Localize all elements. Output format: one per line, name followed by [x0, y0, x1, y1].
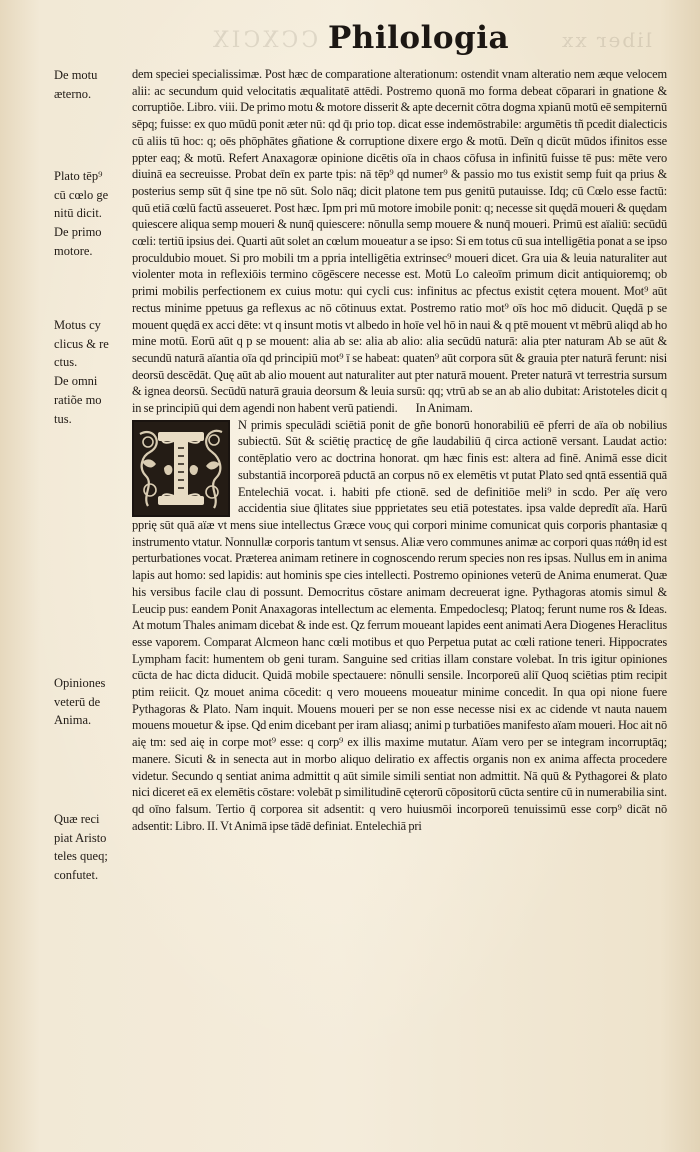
text-section-in-animam: N primis speculādi sciētiā ponit de gñe bonorū honorabiliū eē pferri de aïa ob nobilius subiectū. Sūt & sciētię practicę de gñe laudabiliū q̄ circa actionē versant. Laudat actio: contēplatio vero ac doctrina honorat. qm hæc finis est: altera ad finē. Animā esse dicit substantiā incorporeā pductā an corpus nō ex elemētis vt putat Plato sed qntā essentiā quā Entelechiā vocat. i. habiti pfe ctionē. sed de definitiōe meli⁹ in scdo. Per aïę vero accidentia siue q̄litates siue ppprietates seu etiā potestates. ipsa valde depredīt aïa. Harū pprię sūt quā aïæ vt mens siue intellectus Græce νους qui corpori minime comunicat quis corporis phantasiæ q instrumento vtatur. Nonnullæ corporis tantum vt sensus. Aliæ vero communes animæ ac corpori quas πάθη id est perturbationes vocat. Præterea animam retinere in cognoscendo rerum species non res ipsas. Nullus em in anima lapis aut homo: sed lapidis: aut hominis spe cies intellecti. Postremo opiniones veterū de Anima enumerat. Quæ his versibus facile clau di possunt. Democritus cōstare animam decreuerat igne. Pythagoras atomis simul & Leucip pus: eandem Ponit Anaxagoras intellectum ac elementa. Empedoclesq; Platoq; ferunt nume ros & Ideas. At motum Thales animam dicebat & inde est. Qz ferrum moueant lapides eent animati Aera Diogenes Heraclitus esse vaporem. Comparat Alcmeon hanc cœli motibus et quo Perpetua putat ac cœli ratione teneri. Hippocrates Lympham facit: humentem ob geni turam. Sanguine sed critias illam constare volebat. In tris igitur opiniones cūcta de hac dicta diducit. Quidā mobile spectauere: nōnulli sensile. Incorporeū aliī Quoq sciētias ptim recipit ptim reiicit. Qz mouet anima cōcedit: q vero moueens moueatur minime concedit. In qua opi nione fuere Pythagoras & Plato. Nam inquit. Mouens moueri per se non esse necesse nisi ex ac cidende vt nauta nauem mouens mouetur & ipse. Qd enim dicebant per iram aliasq; animi p turbatiōes manifesto aïam moueri. Hoc ait nō aię tm: sed aię in corpe mot⁹ esse: q corp⁹ ex illis maxime mutatur. Aïam vero per se integram incorruptāq; manere. Sicuti & in senecta aut in morbo aliquo deliratio ex affectis organis non ex anima affecta procedere videtur. Secundo q sentiat anima admittit q aūt simile simili sentiat non admittit. Nā quū & Pythagorei & plato nici diceret eā ex elemētis cōstare: volebāt p similitudinē cęterorū cōpositorū cūcta sentire cū in numerabilia sint. qd oīno falsum. Tertio q̄ corporea sit adsentit: q vero huiusmōi incorporeū tenuissimū esse corp⁹ dicāt nō adsentit: Libro. II. Vt Animā ipse tādē definiat. Entelechiā pri — [132, 417, 667, 833]
show-through-heading: liber xx — [560, 28, 652, 52]
section-heading-in-animam: In Animam. — [415, 401, 473, 416]
margin-note-line: Plato tēp⁹ — [54, 169, 103, 183]
margin-note-motus-cyclicus — [54, 316, 126, 428]
margin-note-line: veterū de — [54, 694, 101, 709]
margin-note-line: motore. — [54, 243, 93, 258]
margin-note-quae-recipiat — [54, 810, 126, 885]
margin-note-line: ctus. — [54, 355, 78, 370]
margin-note-line: clicus & re — [54, 336, 109, 351]
show-through-folio: CCXCIX — [210, 28, 319, 53]
margin-note-line: Quæ reci — [54, 812, 100, 826]
decorated-initial-i — [132, 420, 230, 517]
margin-note-line: ratiõe mo — [54, 392, 102, 407]
running-head: Philologia — [328, 20, 510, 56]
margin-note-line: Motus cy — [54, 318, 101, 332]
margin-note-opiniones — [54, 674, 126, 730]
text-section-de-motu — [132, 66, 667, 417]
margin-note-plato-tempus — [54, 167, 126, 261]
margin-note-line: De motu — [54, 68, 98, 82]
main-text-column — [132, 66, 667, 834]
margin-note-line: tus. — [54, 411, 72, 426]
margin-note-de-motu-aeterno — [54, 66, 126, 103]
margin-note-line: confutet. — [54, 868, 99, 883]
margin-note-line: æterno. — [54, 86, 92, 101]
margin-note-line: teles queq; — [54, 849, 108, 864]
margin-note-line: piat Aristo — [54, 830, 107, 845]
margin-note-line: De primo — [54, 225, 102, 240]
margin-note-line: cū cœlo ge — [54, 187, 109, 202]
section-one-text: dem speciei specialissimæ. Post hæc de comparatione alterationum: ostendit vnam alteratio nem æque velocem alii: ac secundum quid velocitatis æqualitatē attēdi. Postremo quonā mo forma debeat cōparari in gnatione & corruptiõe. Libro. viii. De primo motu & motore disserit & apte decernit cōtra dogma xpianū motū eē sempiternū sēpq; fuisse: ex quo mūdū ponit æter nū: qd q̄ı prio top. dicat esse indemōstrabile: argumētis tñ pcedit dialecticis cū aliis tū hoc: q; oēs phōphātes gñatione & corruptione dixere ergo & motū. Deīn q dicūt mūdos ifinitos esse ppter eaq; & motū. Refert Anaxagoræ opinione dicētis oīa in chaos cōfusa in infinitū fuisse tē pus: mēte vero diuinā ea secreuisse. Probat deīn ex parte tpis: nā tēp⁹ qd numer⁹ & passio mo tus existit semp fuit qa prius & posterius semp sūt q̄ sine tpe nō sūt. Solo nāq; dicit platone tem pus genitū putauisse. Idq; cū Cœlo esse factū: quū etiā cœlū factū asseueret. Post hæc. Ipm pri mū motore imobile ponit: q; necesse sit quędā moueri & quędam quiescere aliqua semp moueri & nunq̄ quiescere: nōnulla semp mouere & nunq̄ moueri. Primū est aïaliū: secūdū cœli: tertiū ipsius dei. Quarti aūt solet an cœlum moueatur a se ipso: Si em totus cū sua intelligētia ponat a se ipso proculdubio mouet. Si pro mobili tm a ppria intelligētia extrinsec⁹ moueri dicet. Gra uia & leuia naturaliter aut violenter mota in reflexiōis termino cōgēscere necesse est. Motū Lo caleoīm primum dicit antiquioremq; ob primi mobilis perfectionem ex cuius motu: qui cycli cus: infinitus ac pfectus existit cętera mouent. Mot⁹ aūt rectus minime ppetuus ga reflexus ac nō cōtinuus extat. Postremo ratio mot⁹ oīs hoc mō diducit. Quędā p se mouent quędā ex acci dēte: vt q insunt motis vt albedo in hoīe vel hō in naui & q ptē mouent vt mēbrū aliqd ab ho mine motū. Eorū aūt q p se mouent: alia ab se: alia ab alio: alia secūdū naturā: alia pter naturam Ab se aūt & secundū naturā aïantia oīa qd principiū mot⁹ ī se habeat: quaten⁹ aūt corpora sūt & grauia pter naturā ferunt: nisi deorsū descēdāt. Quę aūt ab alio mouent aut naturaliter aut pter naturā mouent. Preter naturā vt terrestria sursum & ignea deorsū. Secūdū naturā grauia deorsum & leuia sursū: qq; vtrū ab se an ab alio dubitat: Aristoteles dicit q in se principiū qui dem agendi non habent verū patiendi. — [132, 67, 667, 416]
margin-note-line: Anima. — [54, 713, 92, 728]
margin-note-line: nitū dicit. — [54, 206, 102, 221]
margin-note-line: De omni — [54, 374, 98, 389]
margin-note-line: Opiniones — [54, 676, 106, 690]
